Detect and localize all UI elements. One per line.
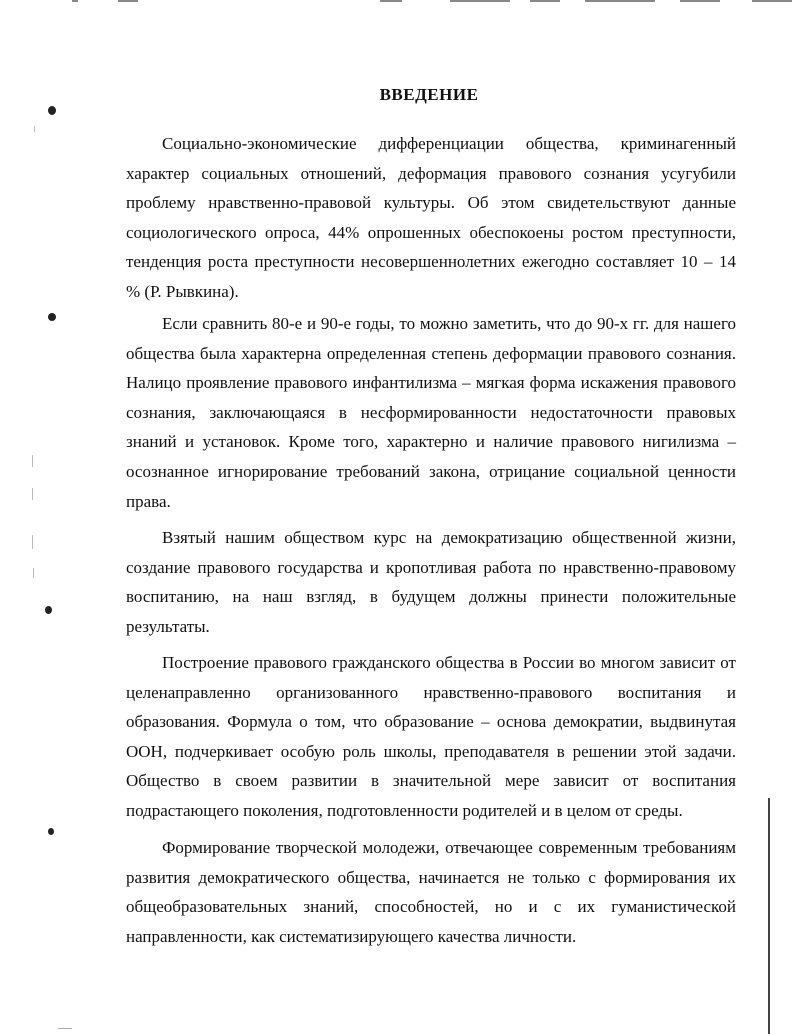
scan-edge-line <box>752 0 792 2</box>
paragraph: Построение правового гражданского общества в России во многом зависит от целенаправленно организованного нравственно-правового воспитания и образования. Формула о том, что образование – основа демократии, выдвинутая ООН, подчеркивает особую роль школы, преподавателя в решении этой задачи. Общество в своем развитии в значительной мере зависит от воспитания подрастающего поколения, подготовленности родителей и в целом от среды. <box>126 653 736 820</box>
page-title: ВВЕДЕНИЕ <box>379 85 479 105</box>
binding-hole-mark <box>48 106 56 115</box>
scan-artifact <box>58 1028 72 1029</box>
binding-hole-mark <box>48 313 56 321</box>
scan-edge-line <box>680 0 720 2</box>
scan-edge-line <box>118 0 138 2</box>
paragraph: Если сравнить 80-е и 90-е годы, то можно заметить, что до 90-х гг. для нашего общества была характерна определенная степень деформации правового сознания. Налицо проявление правового инфантилизма – мягкая форма искажения правового сознания, заключающаяся в несформированности недостаточности правовых знаний и установок. Кроме того, характерно и наличие правового нигилизма – осознанное игнорирование требований закона, отрицание социальной ценности права. <box>126 314 736 511</box>
scan-artifact <box>32 535 33 549</box>
scan-edge-line <box>585 0 655 2</box>
paragraph: Социально-экономические дифференциации общества, криминагенный характер социальных отношений, деформация правового сознания усугубили проблему нравственно-правовой культуры. Об этом свидетельствуют данные социологического опроса, 44% опрошенных обеспокоены ростом преступности, тенденция роста преступности несовершеннолетних ежегодно составляет 10 – 14 % (Р. Рывкина). <box>126 134 736 301</box>
paragraph: Взятый нашим обществом курс на демократизацию общественной жизни, создание правового государства и кропотливая работа по нравственно-правовому воспитанию, на наш взгляд, в будущем должны принести положительные результаты. <box>126 528 736 636</box>
scan-edge-line <box>450 0 510 2</box>
scan-artifact <box>34 126 35 132</box>
scan-artifact <box>33 568 34 578</box>
binding-hole-mark <box>45 606 52 614</box>
scan-edge-line <box>530 0 560 2</box>
scan-edge-line <box>380 0 402 2</box>
scan-edge-line <box>72 0 78 2</box>
scan-artifact <box>32 488 33 500</box>
scan-artifact <box>32 455 33 467</box>
paragraph: Формирование творческой молодежи, отвечающее современным требованиям развития демократического общества, начинается не только с формирования их общеобразовательных знаний, способностей, но и с их гуманистической направленности, как систематизирующего качества личности. <box>126 838 736 946</box>
scan-edge-vertical-line <box>768 798 770 1034</box>
binding-hole-mark <box>48 828 54 835</box>
